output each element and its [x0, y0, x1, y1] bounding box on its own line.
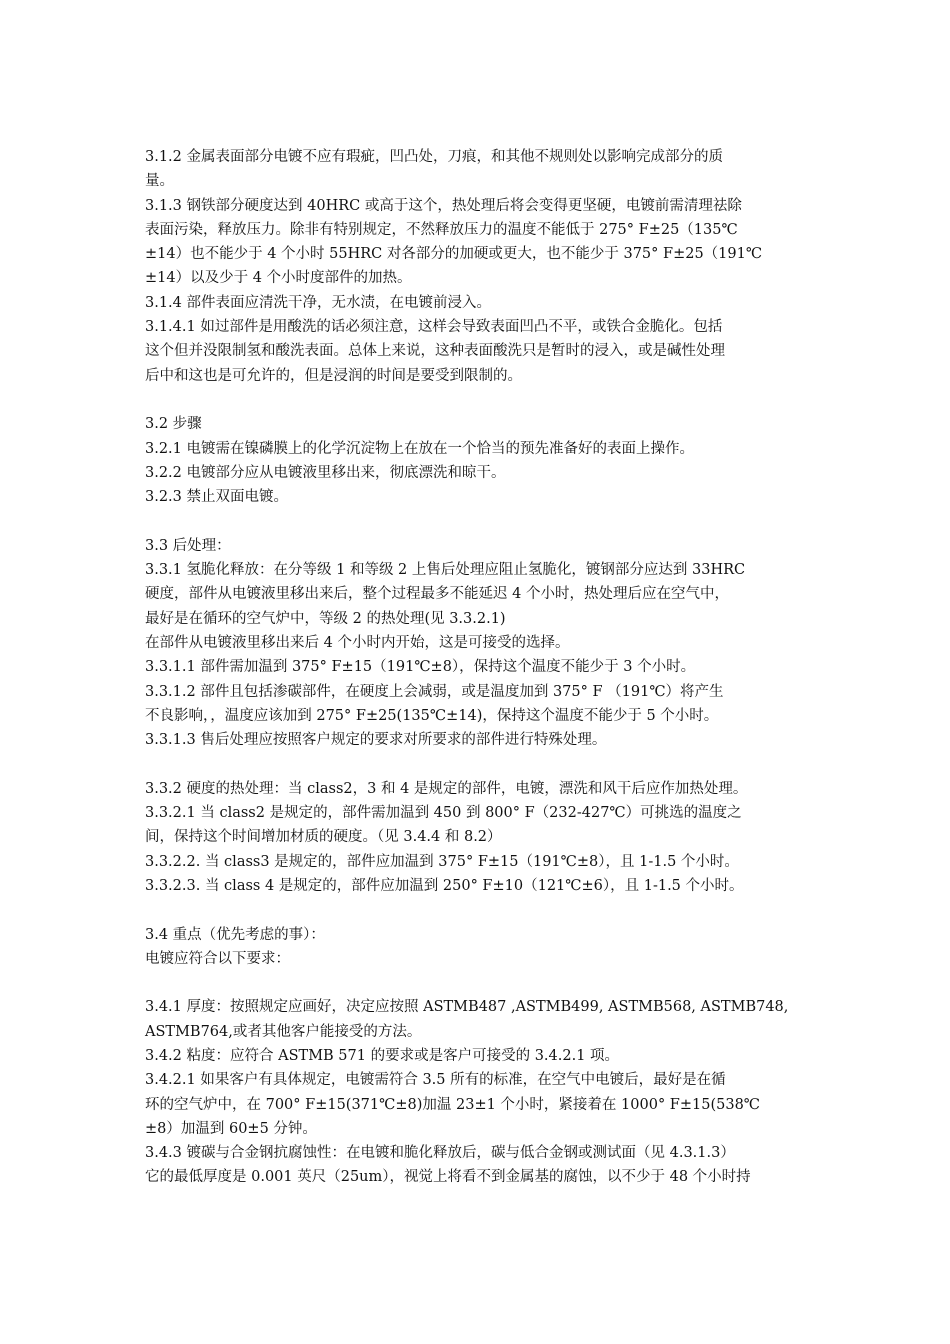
text-line: 3.4.2.1 如果客户有具体规定，电镀需符合 3.5 所有的标准，在空气中电镀后，最好是在循 [145, 1072, 726, 1089]
text-line: ±8）加温到 60±5 分钟。 [145, 1120, 317, 1137]
text-line: 间，保持这个时间增加材质的硬度。（见 3.4.4 和 8.2） [145, 829, 502, 846]
text-line: 3.3.1 氢脆化释放：在分等级 1 和等级 2 上售后处理应阻止氢脆化，镀钢部分应达到 33HRC [145, 562, 746, 579]
text-line: 量。 [145, 173, 174, 190]
text-line: 3.3.2 硬度的热处理：当 class2，3 和 4 是规定的部件，电镀，漂洗和风干后应作加热处理。 [145, 780, 748, 797]
text-line: 在部件从电镀液里移出来后 4 个小时内开始，这是可接受的选择。 [145, 634, 570, 651]
text-line: 3.2.1 电镀需在镍磷膜上的化学沉淀物上在放在一个恰当的预先准备好的表面上操作。 [145, 440, 695, 457]
text-line: 电镀应符合以下要求： [145, 950, 290, 967]
text-line: 硬度，部件从电镀液里移出来后，整个过程最多不能延迟 4 个小时，热处理后应在空气中， [145, 586, 729, 603]
text-line: 3.3.1.2 部件且包括渗碳部件，在硬度上会减弱，或是温度加到 375° F （191℃）将产生 [145, 683, 724, 700]
text-line: 3.1.4.1 如过部件是用酸洗的话必须注意，这样会导致表面凹凸不平，或铁合金脆化。包括 [145, 319, 723, 336]
text-line: 3.4.1 厚度：按照规定应画好，决定应按照 ASTMB487 ,ASTMB499, ASTMB568, ASTMB748, [145, 999, 789, 1016]
blank-line [145, 388, 815, 412]
text-line: 3.2.2 电镀部分应从电镀液里移出来，彻底漂洗和晾干。 [145, 464, 506, 481]
text-line: ±14）也不能少于 4 个小时 55HRC 对各部分的加硬或更大，也不能少于 375° F±25（191℃ [145, 246, 763, 263]
text-line: 它的最低厚度是 0.001 英尺（25um），视觉上将看不到金属基的腐蚀，以不少于 48 个小时持 [145, 1169, 751, 1186]
text-line: 3.1.2 金属表面部分电镀不应有瑕疵，凹凸处，刀痕，和其他不规则处以影响完成部分的质 [145, 149, 723, 165]
text-line: 不良影响，，温度应该加到 275° F±25(135℃±14)，保持这个温度不能少于 5 个小时。 [145, 707, 719, 724]
blank-line [145, 752, 815, 776]
text-line: 3.3.2.1 当 class2 是规定的，部件需加温到 450 到 800° F（232-427℃）可挑选的温度之 [145, 805, 742, 822]
blank-line [145, 509, 815, 533]
document-body [145, 145, 815, 1190]
blank-line [145, 971, 815, 995]
text-line: 最好是在循环的空气炉中，等级 2 的热处理(见 3.3.2.1) [145, 610, 506, 627]
text-line: 3.2.3 禁止双面电镀。 [145, 489, 289, 506]
text-line: 这个但并没限制氢和酸洗表面。总体上来说，这种表面酸洗只是暂时的浸入，或是碱性处理 [145, 343, 725, 360]
text-line: 3.4.3 镀碳与合金钢抗腐蚀性：在电镀和脆化释放后，碳与低合金钢或测试面（见 4.3.1.3） [145, 1145, 735, 1162]
text-line: 环的空气炉中，在 700° F±15(371℃±8)加温 23±1 个小时，紧接着在 1000° F±15(538℃ [145, 1096, 761, 1113]
text-line: 3.2 步骤 [145, 416, 202, 433]
text-line: 表面污染，释放压力。除非有特别规定，不然释放压力的温度不能低于 275° F±25（135℃ [145, 221, 738, 238]
text-line: 3.4 重点（优先考虑的事）： [145, 926, 325, 943]
text-line: 3.3.2.2. 当 class3 是规定的，部件应加温到 375° F±15（191℃±8），且 1-1.5 个小时。 [145, 853, 739, 870]
text-line: 3.4.2 粘度：应符合 ASTMB 571 的要求或是客户可接受的 3.4.2.1 项。 [145, 1047, 620, 1064]
text-line: 3.3 后处理： [145, 537, 231, 554]
blank-line [145, 898, 815, 922]
text-line: ASTMB764,或者其他客户能接受的方法。 [145, 1023, 422, 1040]
text-line: 3.3.2.3. 当 class 4 是规定的，部件应加温到 250° F±10（121℃±6），且 1-1.5 个小时。 [145, 877, 744, 894]
text-line: 后中和这也是可允许的，但是浸润的时间是要受到限制的。 [145, 367, 522, 384]
text-line: ±14）以及少于 4 个小时度部件的加热。 [145, 270, 412, 287]
text-line: 3.1.3 钢铁部分硬度达到 40HRC 或高于这个，热处理后将会变得更坚硬，电镀前需清理祛除 [145, 197, 742, 214]
text-line: 3.3.1.1 部件需加温到 375° F±15（191℃±8），保持这个温度不能少于 3 个小时。 [145, 659, 696, 676]
text-line: 3.3.1.3 售后处理应按照客户规定的要求对所要求的部件进行特殊处理。 [145, 732, 607, 749]
text-line: 3.1.4 部件表面应清洗干净，无水渍，在电镀前浸入。 [145, 294, 492, 311]
